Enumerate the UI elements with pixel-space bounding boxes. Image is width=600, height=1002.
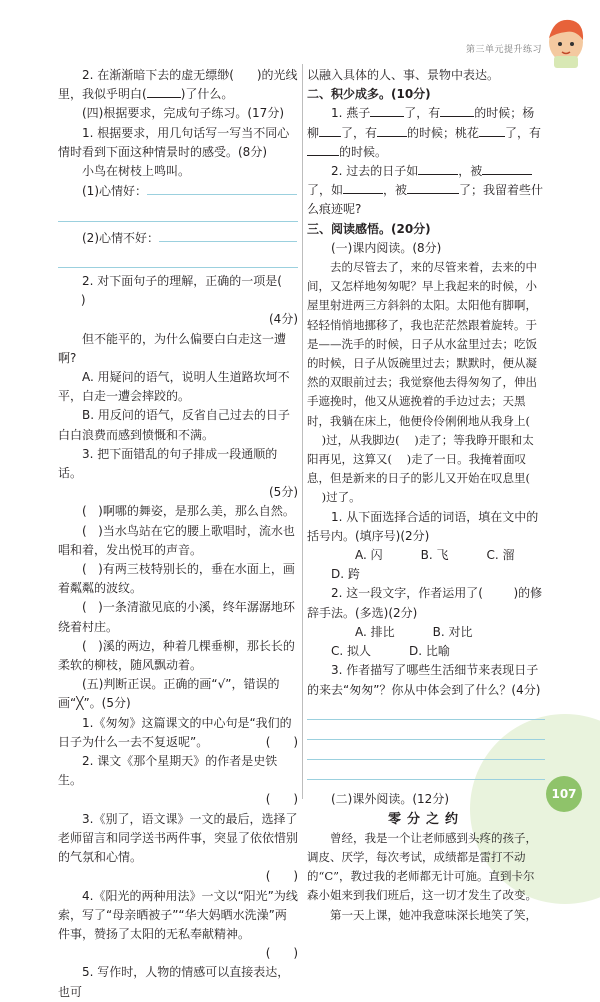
- answer-line[interactable]: [307, 720, 545, 740]
- reading1-title: (一)课内阅读。(8分): [331, 240, 442, 255]
- s4-q3-line: ( )有两三枝特别长的，垂在水面上，画着粼粼的波纹。: [58, 562, 295, 596]
- s4-q3-line: ( )溪的两边，种着几棵垂柳，那长长的柔软的柳枝，随风飘动着。: [58, 638, 295, 673]
- s5-item: 4.《阳光的两种用法》一文以“阳光”为线索，写了“母亲晒被子”“华大妈晒水洗澡”两件事，赞扬了太阳的无私奉献精神。: [58, 888, 298, 941]
- answer-blank[interactable]: [147, 85, 181, 98]
- answer-blank[interactable]: [482, 162, 532, 175]
- s4-q2-sentence: 但不能平的，为什么偏要白白走这一遭啊?: [58, 331, 287, 365]
- answer-blank[interactable]: [407, 181, 459, 194]
- s4-q3-line: ( )啊哪的舞姿，是那么美，那么自然。: [82, 504, 295, 519]
- left-column: [58, 66, 298, 1002]
- answer-line[interactable]: [58, 201, 298, 221]
- answer-blank[interactable]: [307, 143, 339, 156]
- judge-paren[interactable]: ( ): [265, 946, 298, 961]
- section4-title: (四)根据要求，完成句子练习。(17分): [82, 106, 284, 121]
- answer-blank[interactable]: [418, 162, 458, 175]
- s5-item: 2. 课文《那个星期天》的作者是史铁生。: [58, 754, 278, 788]
- option[interactable]: A. 闪: [355, 548, 383, 563]
- answer-blank[interactable]: [319, 124, 341, 137]
- judge-paren[interactable]: ( ): [265, 869, 298, 884]
- judge-paren[interactable]: ( ): [265, 792, 298, 807]
- option[interactable]: D. 跨: [331, 567, 360, 582]
- r1-q3: 3. 作者描写了哪些生活细节来表现日子的来去“匆匆”？你从中体会到了什么？(4分): [307, 663, 541, 697]
- answer-line[interactable]: [307, 760, 545, 780]
- s4-q2-points: (4分): [269, 312, 298, 327]
- page-number: 107: [546, 776, 582, 812]
- reading2-title: (二)课外阅读。(12分): [331, 792, 449, 807]
- answer-line[interactable]: [307, 740, 545, 760]
- s4-q3: 3. 把下面错乱的句子排成一段通顺的话。: [58, 446, 278, 481]
- story-title: 零分之约: [387, 811, 464, 827]
- option[interactable]: B. 对比: [432, 624, 473, 639]
- answer-blank[interactable]: [479, 124, 505, 137]
- s2-q1: 1. 燕子 了，有 的时候；杨柳 了，有 的时候；桃花 了，有的时候。: [307, 106, 542, 159]
- s4-q2-option-b[interactable]: B. 用反问的语气，反省自己过去的日子白白浪费而感到愤慨和不满。: [58, 408, 290, 442]
- answer-blank[interactable]: [370, 104, 404, 117]
- section5-title: (五)判断正误。正确的画“√”，错误的画“╳”。(5分): [58, 677, 280, 711]
- option[interactable]: C. 拟人: [331, 644, 372, 659]
- s2-q2: 2. 过去的日子如 ，被了，如 ，被 了；我留着些什么痕迹呢?: [307, 164, 544, 217]
- r1-q1-options: [307, 546, 545, 584]
- r1-q1: 1. 从下面选择合适的词语，填在文中的括号内。(填序号)(2分): [307, 509, 539, 543]
- s4-q3-line: ( )当水鸟站在它的腰上歌唱时，流水也唱和着，发出悦耳的声音。: [58, 523, 295, 557]
- answer-line[interactable]: [307, 700, 545, 720]
- r1-q2: 2. 这一段文字，作者运用了( )的修辞手法。(多选)(2分): [307, 586, 543, 620]
- column-divider: [302, 64, 303, 799]
- story-paragraph: 第一天上课，她冲我意味深长地笑了笑，: [330, 907, 537, 922]
- s4-q3-line: ( )一条清澈见底的小溪，终年潺潺地环绕着村庄。: [58, 600, 295, 634]
- s4-q1-scene: 小鸟在树枝上鸣叫。: [82, 164, 191, 179]
- reading1-passage: 去的尽管去了，来的尽管来着，去来的中间，又怎样地匆匆呢？早上我起来的时候，小屋里射进两三方斜斜的太阳。太阳他有脚啊，轻轻悄悄地挪移了，我也茫茫然跟着旋转。于是——洗手的时候，日子从水盆里过去；吃饭的时候，日子从饭碗里过去；默默时，便从凝然的双眼前过去；我觉察他去得匆匆了，伸出手遮挽时，他又从遮挽着的手边过去；天黑时，我躺在床上，他便伶伶俐俐地从我身上( )过，从我脚边( )走了；等我睁开眼和太阳再见，这算又( )走了一日。我掩着面叹息，但是新来的日子的影儿又开始在叹息里( )过了。: [307, 260, 537, 505]
- s4-q1: 1. 根据要求，用几句话写一写当不同心情时看到下面这种情景时的感受。(8分): [58, 125, 290, 159]
- s4-q2: 2. 对下面句子的理解，正确的一项是( ): [80, 274, 282, 308]
- story-paragraph: 曾经，我是一个让老师感到头疼的孩子，调皮、厌学，每次考试，成绩都是雷打不动的“C”，教过我的老师都无计可施。直到卡尔森小姐来到我们班后，这一切才发生了改变。: [307, 830, 537, 903]
- option[interactable]: B. 飞: [420, 548, 449, 563]
- answer-blank[interactable]: [440, 104, 474, 117]
- answer-line[interactable]: [58, 248, 298, 268]
- answer-line[interactable]: [159, 228, 297, 242]
- unit-label: 第三单元提升练习: [465, 45, 542, 55]
- s4-q3-points: (5分): [269, 485, 298, 500]
- s4-q1-sad: (2)心情不好：: [58, 228, 298, 248]
- s4-q1-happy: (1)心情好：: [58, 181, 298, 201]
- option[interactable]: C. 溜: [486, 548, 515, 563]
- option[interactable]: D. 比喻: [409, 644, 450, 659]
- s5-item: 1.《匆匆》这篇课文的中心句是“我们的日子为什么一去不复返呢”。 ( ): [58, 715, 298, 749]
- s5-item: 5. 写作时，人物的情感可以直接表达，也可: [58, 965, 290, 999]
- continuation-text: 以融入具体的人、事、景物中表达。: [307, 68, 500, 82]
- answer-blank[interactable]: [343, 181, 383, 194]
- mascot-icon: [540, 12, 586, 70]
- section2-title: 二、积少成多。(10分): [307, 87, 431, 102]
- option[interactable]: A. 排比: [355, 624, 395, 639]
- right-column: [307, 66, 545, 925]
- answer-blank[interactable]: [377, 124, 407, 137]
- s5-item: 3.《别了，语文课》一文的最后，选择了老师留言和同学送书两件事，突显了依依惜别的气氛和心情。: [58, 811, 299, 865]
- s4-q2-option-a[interactable]: A. 用疑问的语气，说明人生道路坎坷不平，白走一遭会摔跤的。: [58, 370, 290, 404]
- r1-q2-options: [307, 623, 545, 661]
- section3-title: 三、阅读感悟。(20分): [307, 221, 431, 236]
- answer-line[interactable]: [147, 181, 297, 195]
- q2-sentence: 2. 在渐渐暗下去的虚无缥缈( )的光线里，我似乎明白( )了什么。: [58, 68, 298, 102]
